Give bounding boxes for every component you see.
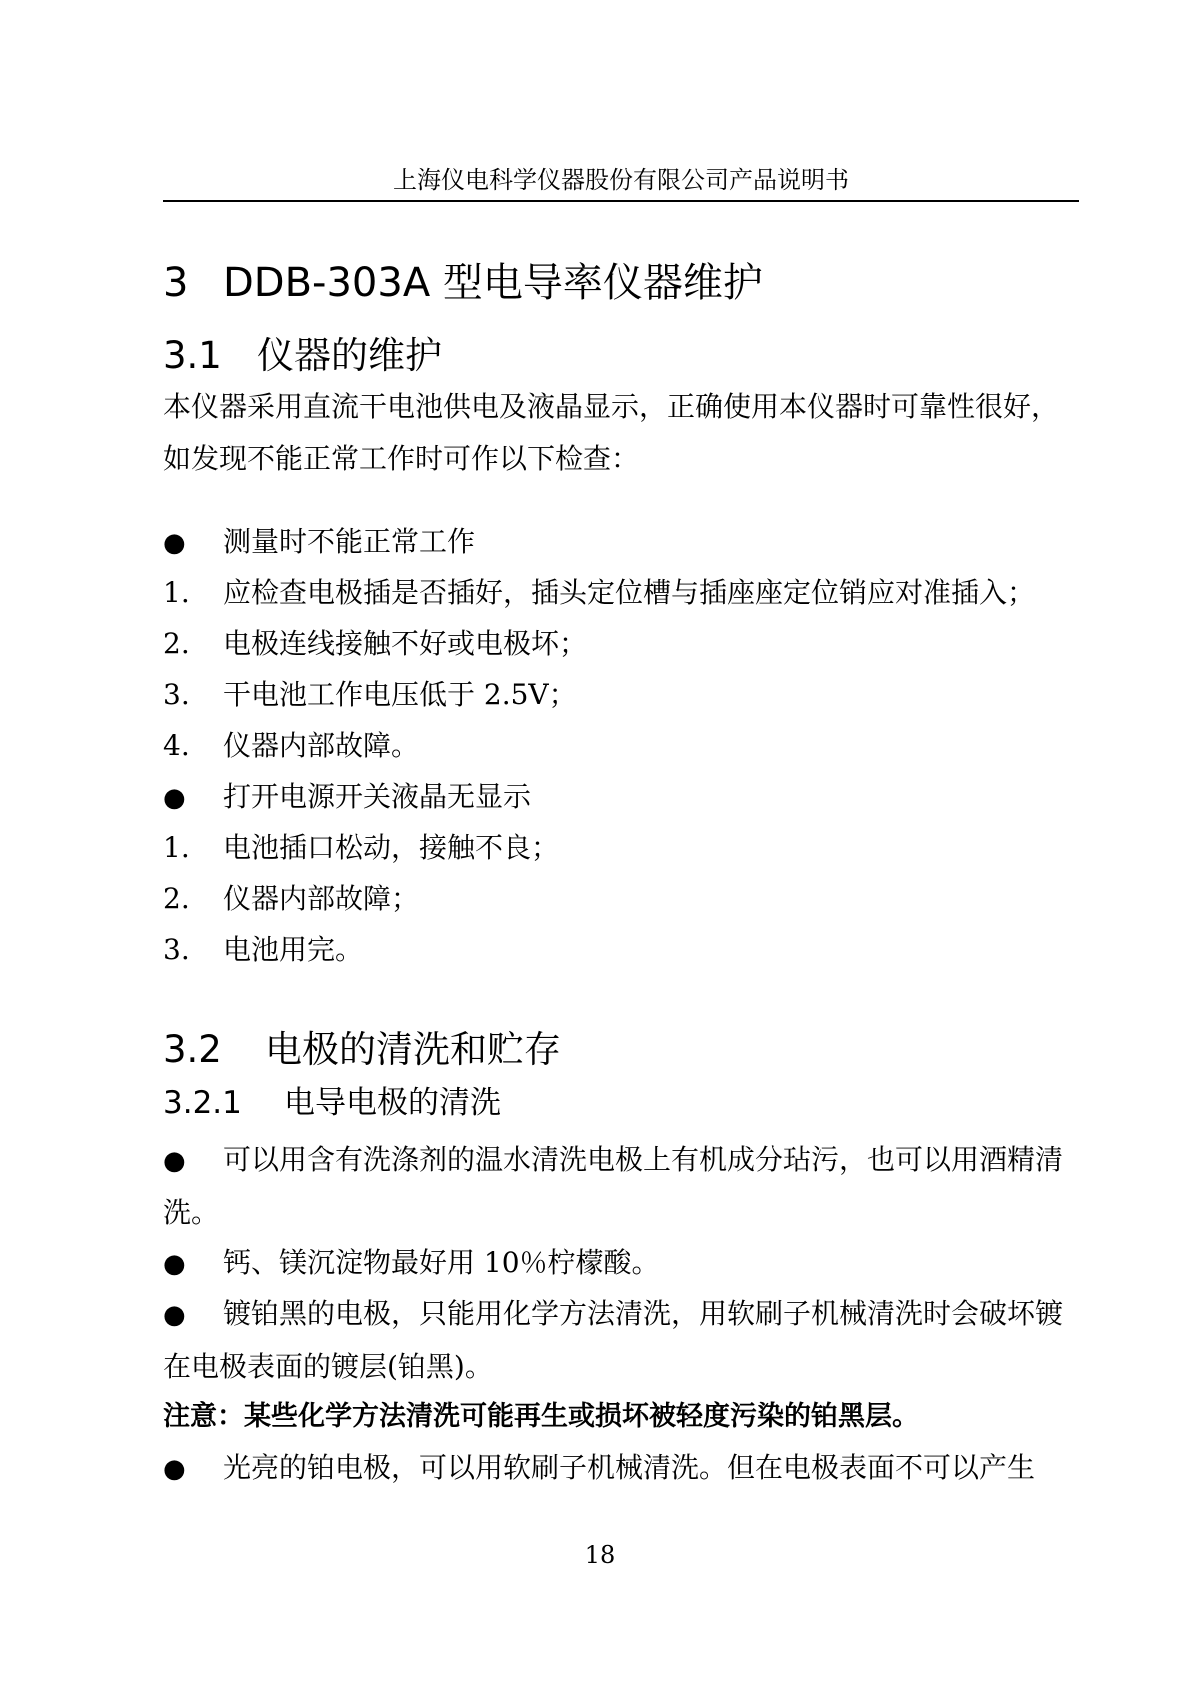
- list-item-text: 电池用完。: [223, 933, 364, 966]
- list-item-number: 1.: [163, 831, 190, 864]
- list-item: [163, 573, 1035, 613]
- list-item-text: 仪器内部故障；: [223, 882, 420, 915]
- bullet-marker: ●: [163, 1300, 186, 1330]
- section-3-2-heading: [163, 1024, 561, 1076]
- list-item-number: 3.: [163, 678, 190, 711]
- section-3-1-heading: [163, 330, 442, 382]
- bullet-paragraph-text: 可以用含有洗涤剂的温水清洗电极上有机成分玷污，也可以用酒精清洗。: [163, 1143, 1064, 1229]
- bullet-heading: [163, 522, 475, 563]
- bullet-paragraph: [163, 1288, 1081, 1393]
- list-item-text: 电池插口松动，接触不良；: [223, 831, 560, 864]
- list-item-number: 1.: [163, 576, 190, 609]
- bullet-paragraph: [163, 1243, 660, 1284]
- header-divider: [163, 200, 1079, 202]
- bullet-paragraph: [163, 1448, 1035, 1489]
- document-header: 上海仪电科学仪器股份有限公司产品说明书: [393, 166, 849, 194]
- list-item: [163, 675, 577, 715]
- section-3-1-intro: 本仪器采用直流干电池供电及液晶显示，正确使用本仪器时可靠性很好，如发现不能正常工作时可作以下检查：: [163, 390, 1060, 475]
- subsection-3-2-1-number: 3.2.1: [163, 1085, 242, 1121]
- bullet-marker: ●: [163, 1146, 186, 1176]
- section-3-1-title: 仪器的维护: [257, 334, 442, 377]
- bullet-paragraph-text: 镀铂黑的电极，只能用化学方法清洗，用软刷子机械清洗时会破坏镀在电极表面的镀层(铂黑)。: [163, 1297, 1064, 1383]
- chapter-heading: [163, 255, 763, 311]
- list-item-number: 2.: [163, 882, 190, 915]
- list-item-number: 3.: [163, 933, 190, 966]
- list-item: [163, 879, 419, 919]
- list-item: [163, 828, 559, 868]
- bullet-paragraph-text: 光亮的铂电极，可以用软刷子机械清洗。但在电极表面不可以产生: [223, 1451, 1036, 1484]
- list-item: [163, 624, 587, 664]
- list-item-text: 电极连线接触不好或电极坏；: [223, 627, 588, 660]
- chapter-number: 3: [163, 260, 189, 306]
- section-3-2-title: 电极的清洗和贮存: [265, 1028, 561, 1071]
- bullet-marker: ●: [163, 1454, 186, 1484]
- bullet-marker: ●: [163, 528, 186, 558]
- list-item: [163, 930, 363, 970]
- list-item-text: 干电池工作电压低于 2.5V；: [223, 678, 577, 711]
- bullet-paragraph: [163, 1134, 1081, 1239]
- list-item-text: 应检查电极插是否插好，插头定位槽与插座座定位销应对准插入；: [223, 576, 1036, 609]
- section-3-1-number: 3.1: [163, 334, 222, 377]
- list-item-text: 仪器内部故障。: [223, 729, 420, 762]
- bullet-marker: ●: [163, 783, 186, 813]
- page-number: 18: [584, 1541, 616, 1569]
- section-3-2-number: 3.2: [163, 1028, 222, 1071]
- bullet-heading-text: 测量时不能正常工作: [223, 525, 476, 558]
- bullet-marker: ●: [163, 1249, 186, 1279]
- list-item: [163, 726, 419, 766]
- bullet-heading: [163, 777, 531, 818]
- subsection-3-2-1-heading: [163, 1081, 501, 1125]
- bullet-heading-text: 打开电源开关液晶无显示: [223, 780, 532, 813]
- subsection-3-2-1-title: 电导电极的清洗: [284, 1085, 501, 1121]
- warning-note: 注意：某些化学方法清洗可能再生或损坏被轻度污染的铂黑层。: [163, 1401, 919, 1432]
- chapter-title: DDB-303A 型电导率仪器维护: [223, 260, 763, 306]
- list-item-number: 4.: [163, 729, 190, 762]
- bullet-paragraph-text: 钙、镁沉淀物最好用 10％柠檬酸。: [223, 1246, 660, 1279]
- list-item-number: 2.: [163, 627, 190, 660]
